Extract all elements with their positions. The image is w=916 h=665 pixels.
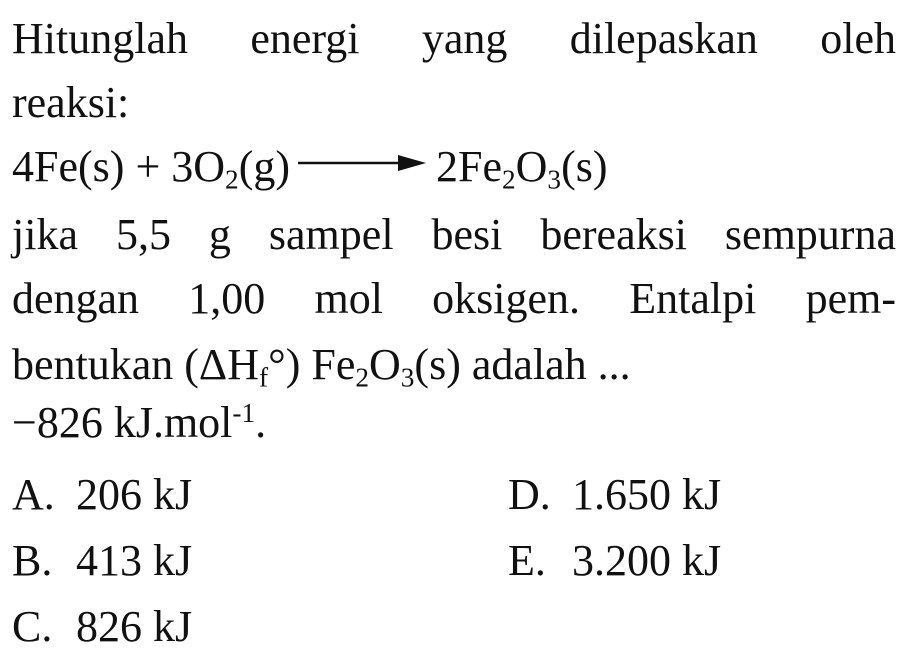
reactant-1-species: Fe — [34, 142, 78, 191]
reaction-arrow-icon — [298, 153, 426, 173]
option-a-letter: A. — [12, 470, 55, 519]
option-c-letter: C. — [12, 602, 53, 651]
enthalpy-value: −826 kJ.mol — [12, 398, 233, 447]
question-line-6 — [12, 338, 631, 392]
product-element-1: Fe — [458, 142, 502, 191]
option-e-text: 3.200 kJ — [572, 536, 722, 585]
option-d-letter: D. — [508, 470, 551, 519]
question-text-1: Hitunglah energi yang dilepaskan oleh — [12, 14, 896, 63]
question-line-7 — [12, 396, 266, 450]
product-subscript-2: 3 — [547, 164, 562, 195]
reactant-1-state: (s) — [78, 142, 125, 191]
plus-sign: + — [135, 142, 161, 191]
reactant-2-state: (g) — [238, 142, 290, 191]
option-e-letter: E. — [508, 536, 546, 585]
question-line-1 — [12, 12, 896, 66]
reactant-1-coefficient: 4 — [12, 142, 34, 191]
question-text-5: dengan 1,00 mol oksigen. Entalpi pem- — [12, 274, 896, 323]
product-element-2: O — [515, 142, 548, 191]
option-c-text: 826 kJ — [76, 602, 193, 651]
question-text-2: reaksi: — [12, 78, 130, 127]
option-a[interactable] — [12, 468, 192, 522]
question-line-2 — [12, 76, 129, 130]
product-coefficient: 2 — [436, 142, 458, 191]
enthalpy-symbol: bentukan (ΔH — [12, 340, 260, 389]
option-d-text: 1.650 kJ — [572, 470, 722, 519]
option-e[interactable] — [508, 534, 721, 588]
reactant-2-subscript: 2 — [225, 164, 239, 195]
fe2o3-oxygen: O — [369, 340, 401, 389]
reactant-2-coefficient: 3 — [171, 142, 194, 191]
fe2o3-subscript-2: 3 — [400, 362, 415, 393]
unit-exponent: -1 — [232, 398, 256, 428]
option-b-text: 413 kJ — [76, 536, 193, 585]
question-line-4 — [12, 208, 896, 262]
product-state: (s) — [561, 142, 608, 191]
enthalpy-degree-fe: °) Fe — [268, 340, 356, 389]
reactant-2-element: O — [193, 142, 226, 191]
option-b-letter: B. — [12, 536, 53, 585]
question-line-5 — [12, 272, 896, 326]
product-subscript-1: 2 — [502, 164, 516, 195]
enthalpy-subscript: f — [259, 362, 269, 393]
option-a-text: 206 kJ — [76, 470, 193, 519]
question-text-4: jika 5,5 g sampel besi bereaksi sempurna — [12, 210, 896, 259]
option-c[interactable] — [12, 600, 192, 654]
sentence-end: . — [255, 398, 267, 447]
fe2o3-subscript-1: 2 — [355, 362, 369, 393]
option-d[interactable] — [508, 468, 721, 522]
option-b[interactable] — [12, 534, 192, 588]
chemical-equation — [12, 140, 608, 194]
fe2o3-state-adalah: (s) adalah ... — [414, 340, 631, 389]
